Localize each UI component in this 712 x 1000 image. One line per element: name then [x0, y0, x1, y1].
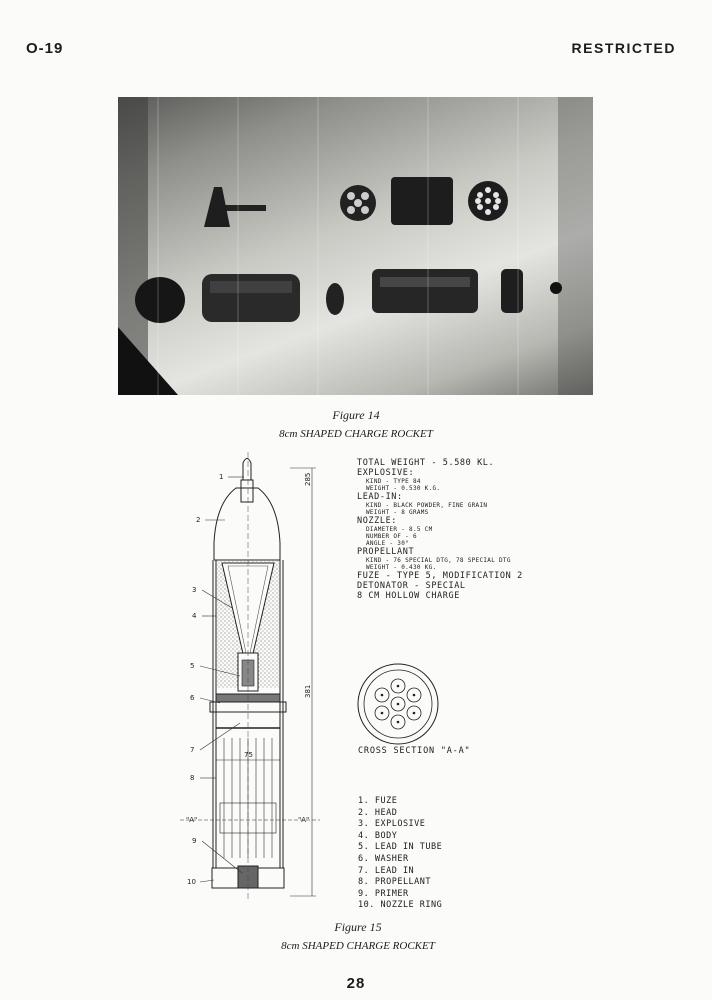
- legend-item: 3. EXPLOSIVE: [358, 819, 426, 830]
- legend-item: 5. LEAD IN TUBE: [358, 842, 443, 853]
- spec-line: NOZZLE:: [357, 516, 398, 526]
- part-number-8: 8: [190, 774, 195, 782]
- spec-line: 8 CM HOLLOW CHARGE: [357, 591, 460, 601]
- page-number: 28: [346, 975, 366, 992]
- spec-line: NUMBER OF - 6: [366, 533, 417, 540]
- spec-line: KIND - 76 SPECIAL DTG, 78 SPECIAL DTG: [366, 557, 511, 564]
- legend-item: 10. NOZZLE RING: [358, 900, 443, 911]
- spec-line: DETONATOR - SPECIAL: [357, 581, 466, 591]
- figure-15-label: Figure 15: [334, 920, 382, 934]
- part-number-10: 10: [187, 878, 196, 886]
- diameter-dimension: 75: [244, 751, 253, 759]
- legend-item: 2. HEAD: [358, 807, 398, 818]
- legend-item: 4. BODY: [358, 830, 398, 841]
- spec-line: TOTAL WEIGHT - 5.580 KL.: [357, 458, 495, 468]
- spec-line: DIAMETER - 8.5 CM: [366, 526, 433, 533]
- part-number-2: 2: [196, 516, 201, 524]
- legend-item: 7. LEAD IN: [358, 865, 415, 876]
- classification-marking: RESTRICTED: [571, 40, 676, 56]
- parts-legend: [358, 796, 442, 912]
- top-dimension: 285: [304, 472, 312, 486]
- part-number-6: 6: [190, 694, 195, 702]
- cross-section-label: CROSS SECTION "A-A": [358, 746, 471, 756]
- legend-item: 6. WASHER: [358, 853, 409, 864]
- figure-14-label: Figure 14: [332, 408, 380, 422]
- spec-line: FUZE - TYPE 5, MODIFICATION 2: [357, 571, 523, 581]
- cross-section-diagram: [356, 662, 440, 746]
- spec-line: WEIGHT - 0.430 KG.: [366, 564, 437, 571]
- spec-line: EXPLOSIVE:: [357, 468, 415, 478]
- spec-line: PROPELLANT: [357, 547, 415, 557]
- legend-item: 1. FUZE: [358, 796, 398, 806]
- spec-line: KIND - TYPE 84: [366, 478, 421, 485]
- legend-item: 8. PROPELLANT: [358, 877, 432, 888]
- part-number-4: 4: [192, 612, 197, 620]
- part-number-3: 3: [192, 586, 197, 594]
- rocket-section-drawing: [180, 448, 340, 908]
- part-number-7: 7: [190, 746, 195, 754]
- page-code: O-19: [26, 40, 64, 57]
- spec-line: LEAD-IN:: [357, 492, 403, 502]
- spec-line: ANGLE - 30°: [366, 540, 410, 547]
- figure-14-photograph: [118, 97, 593, 395]
- figure-15-title: 8cm SHAPED CHARGE ROCKET: [281, 940, 435, 952]
- figure-14-title: 8cm SHAPED CHARGE ROCKET: [279, 428, 433, 440]
- section-mark-right: "A": [298, 816, 310, 824]
- length-dimension: 381: [304, 684, 312, 698]
- spec-line: WEIGHT - 0.530 K.G.: [366, 485, 441, 492]
- section-mark-left: "A": [186, 816, 198, 824]
- part-number-5: 5: [190, 662, 195, 670]
- spec-line: KIND - BLACK POWDER, FINE GRAIN: [366, 502, 488, 509]
- specifications-list: [357, 458, 523, 601]
- part-number-9: 9: [192, 837, 197, 845]
- spec-line: WEIGHT - 8 GRAMS: [366, 509, 429, 516]
- part-number-1: 1: [219, 473, 224, 481]
- legend-item: 9. PRIMER: [358, 888, 409, 899]
